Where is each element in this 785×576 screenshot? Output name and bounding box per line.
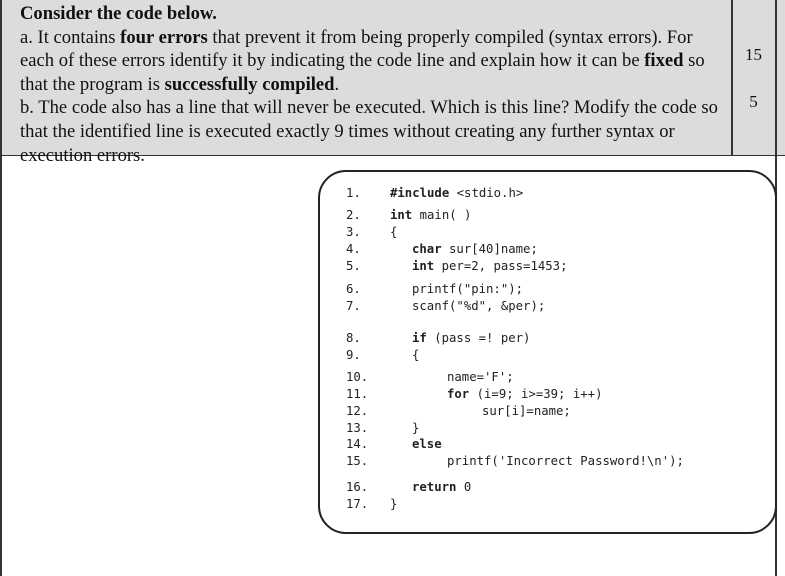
code-line (412, 348, 419, 362)
code-line-number: 14. (346, 437, 369, 451)
question-text (20, 2, 725, 167)
code-line-number: 6. (346, 282, 361, 296)
code-line-number: 3. (346, 225, 361, 239)
code-keyword: for (447, 387, 470, 401)
code-text: sur[40]name; (441, 242, 538, 256)
code-text: <stdio.h> (449, 186, 524, 200)
code-keyword: if (412, 331, 427, 345)
code-text: printf('Incorrect Password!\n'); (447, 454, 684, 468)
question-heading: Consider the code below. (20, 3, 217, 24)
code-line-number: 5. (346, 259, 361, 273)
code-text: printf("pin:"); (412, 282, 524, 296)
part-a-text: a. It contains four errors that prevent it from being properly compiled (syntax errors). For each of these errors identify it by indicating the code line and explain how it can be fixed so that the program is successfully compiled. (20, 26, 705, 95)
code-line (390, 186, 523, 200)
points-column-divider (731, 0, 733, 155)
code-line (390, 497, 397, 511)
code-text: { (412, 348, 420, 362)
code-line (390, 225, 397, 239)
code-keyword: return (412, 480, 457, 494)
code-line-number: 15. (346, 454, 369, 468)
code-line (482, 404, 571, 418)
code-text: sur[i]=name; (482, 404, 571, 418)
code-text: (i=9; i>=39; i++) (469, 387, 603, 401)
code-line-number: 17. (346, 497, 369, 511)
code-line-number: 13. (346, 421, 369, 435)
code-line-number: 2. (346, 208, 361, 222)
code-keyword: char (412, 242, 442, 256)
part-a-points: 15 (745, 45, 762, 64)
code-text: } (390, 497, 398, 511)
code-text: { (390, 225, 398, 239)
code-line (447, 370, 514, 384)
code-line (412, 437, 442, 451)
code-line (412, 259, 567, 273)
part-b-text: b. The code also has a line that will never be executed. Which is this line? Modify the code so that the identified line is executed exactly 9 times without creating any further syntax or execution errors. (20, 97, 718, 166)
code-line (412, 282, 523, 296)
code-text: name='F'; (447, 370, 514, 384)
part-b-points: 5 (749, 92, 758, 111)
code-listing-box (318, 170, 777, 534)
code-line (412, 299, 545, 313)
code-line-number: 1. (346, 186, 361, 200)
code-keyword: int (390, 208, 413, 222)
code-text: per=2, pass=1453; (434, 259, 568, 273)
code-keyword: int (412, 259, 435, 273)
code-line-number: 11. (346, 387, 369, 401)
code-line-number: 16. (346, 480, 369, 494)
code-text: (pass =! per) (426, 331, 531, 345)
code-text: } (412, 421, 420, 435)
code-text: scanf("%d", &per); (412, 299, 546, 313)
table-border-left (0, 0, 2, 576)
code-keyword: else (412, 437, 442, 451)
code-line (412, 331, 530, 345)
code-line-number: 10. (346, 370, 369, 384)
code-line (412, 242, 538, 256)
code-text: main( ) (412, 208, 472, 222)
code-line (390, 208, 471, 222)
code-line (447, 454, 684, 468)
code-keyword: #include (390, 186, 450, 200)
code-line (447, 387, 602, 401)
code-line-number: 9. (346, 348, 361, 362)
code-line-number: 7. (346, 299, 361, 313)
code-line-number: 8. (346, 331, 361, 345)
code-text: 0 (456, 480, 472, 494)
code-line (412, 421, 419, 435)
code-line-number: 12. (346, 404, 369, 418)
code-line (412, 480, 471, 494)
code-line-number: 4. (346, 242, 361, 256)
